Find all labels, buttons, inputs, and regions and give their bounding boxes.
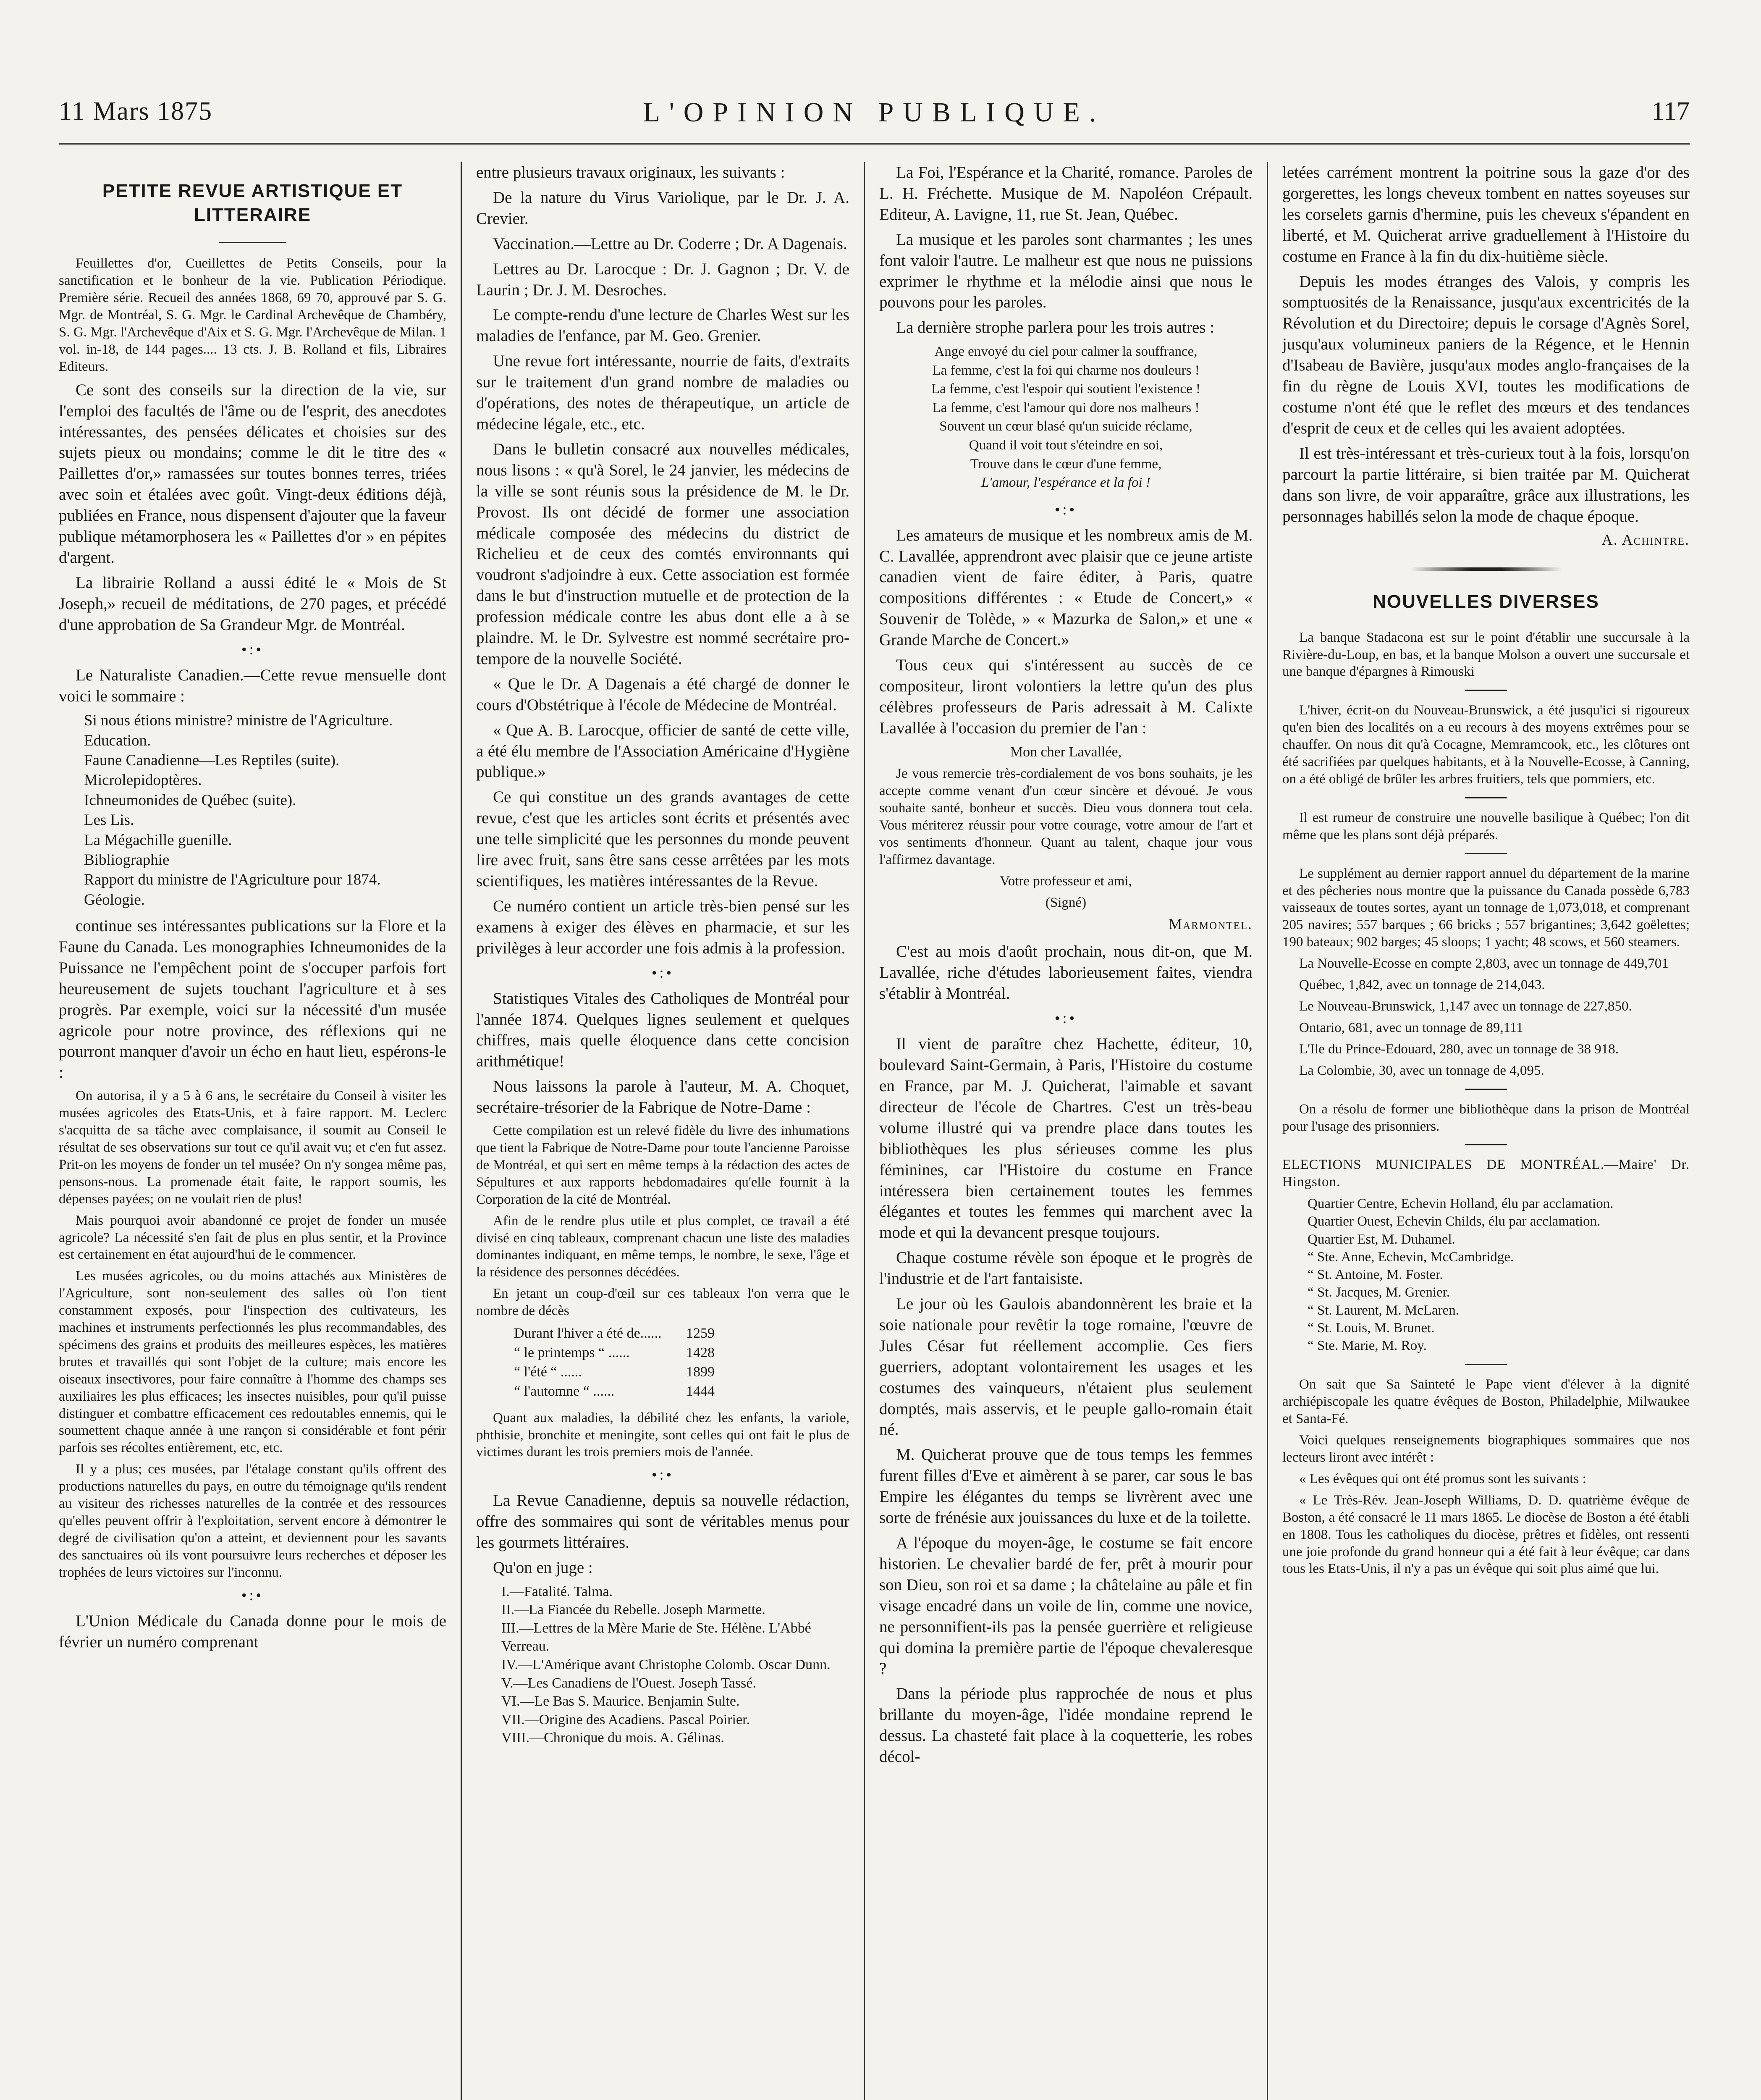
- column-1: [59, 162, 462, 2100]
- verse-line: L'amour, l'espérance et la foi !: [981, 475, 1150, 491]
- item-separator: [1465, 1364, 1507, 1365]
- list-item: III.—Lettres de la Mère Marie de Ste. Hélène. L'Abbé Verreau.: [501, 1620, 811, 1654]
- book-notice: [59, 255, 446, 375]
- revue-canadienne-sommaire: [501, 1583, 849, 1747]
- letter-signature: Marmontel.: [1169, 916, 1253, 933]
- item-separator: [1465, 797, 1507, 798]
- heading-rule: [219, 242, 286, 243]
- list-item: I.—Fatalité. Talma.: [501, 1583, 613, 1599]
- list-item: II.—La Fiancée du Rebelle. Joseph Marmette.: [501, 1602, 765, 1618]
- paragraph: Une revue fort intéressante, nourrie de faits, d'extraits sur le traitement d'un grand nombre de maladies ou d'opérations, des notes de thérapeutique, un article de médecine légale, etc., etc.: [476, 352, 849, 433]
- paragraph: Statistiques Vitales des Catholiques de Montréal pour l'année 1874. Quelques lignes seulement et quelques chiffres, mais quelle éloquence dans cette concision arithmétique!: [476, 989, 849, 1071]
- divider-bar: [1410, 567, 1562, 571]
- paragraph: A l'époque du moyen-âge, le costume se fait encore historien. Le chevalier bardé de fer, prêt à mourir pour son Dieu, son roi et sa dame ; la châtelaine au pâle et fin visage encadré dans un voile de lin, comme une novice, ne personnifient-ils pas la pensée guerrière et religieuse qui domina la première partie de l'époque chevaleresque ?: [879, 1534, 1253, 1678]
- paragraph: De la nature du Virus Variolique, par le Dr. J. A. Crevier.: [476, 188, 849, 228]
- list-item: Rapport du ministre de l'Agriculture pour 1874.: [84, 871, 381, 889]
- table-row: [514, 1362, 849, 1382]
- paragraph: Le jour où les Gaulois abandonnèrent les braie et la soie nationale pour revêtir la toge romaine, l'œuvre de Jules César fut réellement accomplie. Ces fiers guerriers, adoptant volontairement les usages et les costumes des vainqueurs, n'étaient plus seulement domptés, mais asservis, et le peuple gallo-romain était né.: [879, 1295, 1253, 1439]
- paragraph: En jetant un coup-d'œil sur ces tableaux l'on verra que le nombre de décès: [476, 1286, 849, 1319]
- column-3: [865, 162, 1268, 2100]
- letter-salutation: Mon cher Lavallée,: [1010, 744, 1122, 760]
- section-separator: •:•: [1054, 1010, 1077, 1027]
- paragraph: Quant aux maladies, la débilité chez les enfants, la variole, phthisie, bronchite et meningite, sont celles qui ont fait le plus de victimes durant les trois premiers mois de l'année.: [476, 1410, 849, 1460]
- news-item: L'Ile du Prince-Edouard, 280, avec un tonnage de 38 918.: [1299, 1041, 1619, 1057]
- newspaper-title: L'OPINION PUBLIQUE.: [643, 97, 1106, 128]
- table-row: [514, 1324, 849, 1343]
- list-item: Microlepidoptères.: [84, 772, 202, 789]
- verse-line: La femme, c'est l'espoir qui soutient l'existence !: [931, 381, 1200, 397]
- deaths-table: [514, 1324, 849, 1401]
- list-item: Ichneumonides de Québec (suite).: [84, 791, 296, 809]
- list-item: “ St. Jacques, M. Grenier.: [1308, 1285, 1450, 1300]
- paragraph: Chaque costume révèle son époque et le progrès de l'industrie et de l'art fantaisiste.: [879, 1249, 1253, 1288]
- paragraph: Cette compilation est un relevé fidèle du livre des inhumations que tient la Fabrique de Notre-Dame pour toute l'ancienne Paroisse de Montréal, et qui sert en même temps à la rédaction des actes de Sépultures et aux rapports hebdomadaires qu'elle fournit à la Corporation de la cité de Montréal.: [476, 1123, 849, 1207]
- news-item: Le supplément au dernier rapport annuel du département de la marine et des pêcheries nous montre que la puissance du Canada possède 6,783 vaisseaux de toutes sortes, ayant un tonnage de 1,073,018, et comprenant 205 navires; 557 barques ; 66 bricks ; 557 brigantines; 3,642 goëlettes; 190 bateaux; 902 barges; 45 sloops; 1 yacht; 48 scows, et 560 steamers.: [1282, 866, 1690, 950]
- news-item: La Nouvelle-Ecosse en compte 2,803, avec un tonnage de 449,701: [1299, 956, 1669, 971]
- paragraph: Dans le bulletin consacré aux nouvelles médicales, nous lisons : « qu'à Sorel, le 24 janvier, les médecins de la ville se sont réunis sous la présidence de M. le Dr. Provost. Ils ont décidé de former une association médicale composée des médecins du district de Richelieu et de ceux des comtés environnants qui voudront s'adjoindre à eux. Cette association est formée dans le but d'instruction mutuelle et de protection de la profession médicale contre les abus dont elle a à se plaindre. M. le Dr. Sylvestre est nommé secrétaire pro-tempore de la nouvelle Société.: [476, 440, 849, 668]
- verse-line: La femme, c'est la foi qui charme nos douleurs !: [932, 362, 1200, 378]
- section-heading-nouvelles: NOUVELLES DIVERSES: [1373, 591, 1599, 612]
- quoted-passage: [59, 1087, 446, 1581]
- list-item: “ St. Louis, M. Brunet.: [1308, 1320, 1435, 1336]
- item-separator: [1465, 853, 1507, 854]
- paragraph: Il y a plus; ces musées, par l'étalage constant qu'ils offrent des productions naturelles du pays, en outre du témoignage qu'ils rendent au visiteur des richesses naturelles de la contrée et des ressources qu'elles peuvent offrir à l'exploitation, servent encore à démontrer le degré de civilisation qu'on a atteint, et deviennent pour les savants des sanctuaires où ils vont poursuivre leurs recherches et déposer les trophées de leurs victoires sur l'inconnu.: [59, 1462, 446, 1580]
- death-count: 1444: [686, 1383, 715, 1399]
- list-item: Géologie.: [84, 891, 145, 908]
- paragraph: La librairie Rolland a aussi édité le « Mois de St Joseph,» recueil de méditations, de 270 pages, et précédé d'une approbation de Sa Grandeur Mgr. de Montréal.: [59, 573, 446, 634]
- season-label: “ le printemps “ ......: [514, 1344, 630, 1360]
- list-item: “ St. Antoine, M. Foster.: [1308, 1267, 1443, 1283]
- table-row: [514, 1343, 849, 1362]
- news-items: [1282, 629, 1690, 1578]
- paragraph: L'Union Médicale du Canada donne pour le mois de février un numéro comprenant: [59, 1612, 446, 1651]
- poem-stanza: [879, 342, 1253, 492]
- list-item: Education.: [84, 732, 151, 749]
- news-item: On a résolu de former une bibliothèque dans la prison de Montréal pour l'usage des prisonniers.: [1282, 1101, 1690, 1134]
- death-count: 1259: [686, 1326, 715, 1341]
- paragraph: Depuis les modes étranges des Valois, y compris les somptuosités de la Renaissance, jusqu'aux excentricités de la Révolution et du Directoire; depuis le corsage d'Agnès Sorel, jusqu'aux volumineux paniers de la Régence, et le Hennin d'Isabeau de Bavière, jusqu'aux modes anglo-françaises de la fin du règne de Louis XVI, toutes les modifications de costume n'ont été que le reflet des mœurs et des tendances d'esprit de ceux et de celles qui les avaient adoptées.: [1282, 272, 1690, 437]
- news-item: Voici quelques renseignements biographiques sommaires que nos lecteurs liront avec intérêt :: [1282, 1433, 1690, 1465]
- paragraph: Les musées agricoles, ou du moins attachés aux Ministères de l'Agriculture, sont non-seulement des salles où l'on tient constamment exposés, pour l'inspection des cultivateurs, les machines et instruments perfectionnés les plus recommandables, des spécimens des grains et produits des meilleures espèces, les matières brutes et travaillés qui sont l'objet de la culture; mais encore les oiseaux insectivores, pour faire connaître à l'homme des champs ses auxiliaires les plus efficaces; les insectes nuisibles, pour qu'il puisse distinguer et combattre efficacement ces redoutables ennemis, qui le soumettent chaque année à une rançon si considérable et font périr parfois ses récoltes entièrement, etc, etc.: [59, 1268, 446, 1456]
- naturaliste-sommaire: [84, 711, 446, 910]
- list-item: “ Ste. Marie, M. Roy.: [1308, 1338, 1427, 1354]
- masthead: [59, 97, 1690, 145]
- item-separator: [1465, 1089, 1507, 1090]
- verse-line: Ange envoyé du ciel pour calmer la souffrance,: [934, 344, 1198, 360]
- paragraph: Qu'on en juge :: [493, 1559, 593, 1577]
- news-item: Québec, 1,842, avec un tonnage de 214,043.: [1299, 977, 1545, 993]
- season-label: Durant l'hiver a été de......: [514, 1326, 662, 1341]
- paragraph: Il vient de paraître chez Hachette, éditeur, 10, boulevard Saint-Germain, à Paris, l'Histoire du costume en France, par M. J. Quicherat, l'aimable et savant directeur de l'école de Chartres. C'est un très-beau volume illustré qui va prendre place dans toutes les bibliothèques les plus sérieuses comme les plus féminines, car l'Histoire du costume en France intéressera bien certainement toutes les femmes élégantes et toutes les femmes qui marchent avec la mode et qui la devancent presque toujours.: [879, 1035, 1253, 1242]
- paragraph: La dernière strophe parlera pour les trois autres :: [896, 318, 1215, 337]
- list-item: La Mégachille guenille.: [84, 831, 232, 849]
- paragraph: On autorisa, il y a 5 à 6 ans, le secrétaire du Conseil à visiter les musées agricoles des Etats-Unis, et à faire rapport. M. Leclerc s'acquitta de sa tâche avec complaisance, il soumit au Conseil le résultat de ses observations sur tout ce qu'il avait vu; et c'en fut assez. Prit-on les moyens de fonder un tel musée? On n'y songea même pas, pensons-nous. La promenade était faite, le rapport soumis, les dépenses payées; on ne voulait rien de plus!: [59, 1088, 446, 1207]
- list-item: “ Ste. Anne, Echevin, McCambridge.: [1308, 1249, 1514, 1265]
- verse-line: Trouve dans le cœur d'une femme,: [970, 456, 1162, 472]
- list-item: Quartier Est, M. Duhamel.: [1308, 1231, 1455, 1247]
- paragraph: La musique et les paroles sont charmantes ; les unes font valoir l'autre. Le malheur est que nous ne puissions exprimer le rhythme et la mélodie ainsi que nous le pouvons pour les paroles.: [879, 230, 1253, 312]
- news-item: On sait que Sa Sainteté le Pape vient d'élever à la dignité archiépiscopale les quatre évêques de Boston, Philadelphie, Milwaukee et Santa-Fé.: [1282, 1377, 1690, 1427]
- news-item: « Le Très-Rév. Jean-Joseph Williams, D. D. quatrième évêque de Boston, a été consacré le 11 mars 1865. Le diocèse de Boston a été établi en 1808. Tous les catholiques du diocèse, prêtres et fidèles, ont ressenti une joie profonde du grand honneur qui a été fait à leur évêque; car dans tous les Etats-Unis, il n'y a pas un évêque qui soit plus aimé que lui.: [1282, 1492, 1690, 1577]
- paragraph: Je vous remercie très-cordialement de vos bons souhaits, je les accepte comme venant d'un cœur sincère et dévoué. Je vous souhaite santé, bonheur et succès. Dieu vous donnera tout cela. Vous mériterez réussir pour votre courage, votre amour de l'art et vos sentiments d'honneur. Quant au talent, chaque jour vous l'affirmez davantage.: [879, 766, 1253, 867]
- section-separator: •:•: [651, 964, 674, 981]
- paragraph: Dans la période plus rapprochée de nous et plus brillante du moyen-âge, l'idée mondaine reprend le dessus. La chasteté fait place à la coquetterie, les robes décol-: [879, 1685, 1253, 1766]
- list-item: VI.—Le Bas S. Maurice. Benjamin Sulte.: [501, 1693, 740, 1709]
- paragraph: Lettres au Dr. Larocque : Dr. J. Gagnon ; Dr. V. de Laurin ; Dr. J. M. Desroches.: [476, 260, 849, 299]
- news-item: La Colombie, 30, avec un tonnage de 4,095.: [1299, 1063, 1544, 1078]
- list-item: VIII.—Chronique du mois. A. Gélinas.: [501, 1730, 724, 1746]
- death-count: 1899: [686, 1364, 715, 1380]
- ornamental-divider: [1282, 565, 1690, 573]
- section-separator: •:•: [1054, 501, 1077, 518]
- letter-signed: (Signé): [1045, 895, 1087, 910]
- list-item: “ St. Laurent, M. McLaren.: [1308, 1302, 1460, 1318]
- paragraph: Les amateurs de musique et les nombreux amis de M. C. Lavallée, apprendront avec plaisir que ce jeune artiste canadien vient de faire éditer, à Paris, quatre compositions différentes : « Etude de Concert,» « Souvenir de Tolède, » « Mazurka de Salon,» et une « Grande Marche de Concert.»: [879, 526, 1253, 649]
- paragraph: La Revue Canadienne, depuis sa nouvelle rédaction, offre des sommaires qui sont de véritables menus pour les gourmets littéraires.: [476, 1491, 849, 1552]
- paragraph: Mais pourquoi avoir abandonné ce projet de fonder un musée agricole? La nécessité s'en fait de plus en plus sentir, et la Province est certainement en état aujourd'hui de le commencer.: [59, 1213, 446, 1263]
- paragraph: continue ses intéressantes publications sur la Flore et la Faune du Canada. Les monographies Ichneumonides de la Puissance ne l'empêchent point de s'occuper parfois fort heureusement de sujets touchant l'agriculture et à ses progrès. Par exemple, voici sur la nécessité d'un musée agricole pour notre province, des réflexions qui ne pourront manquer d'avoir un écho en haut lieu, espérons-le :: [59, 917, 446, 1082]
- paragraph: C'est au mois d'août prochain, nous dit-on, que M. Lavallée, riche d'études laborieusement faites, viendra s'établir à Montréal.: [879, 942, 1253, 1003]
- list-item: Bibliographie: [84, 851, 170, 869]
- letter-closing: Votre professeur et ami,: [1000, 873, 1132, 889]
- list-item: V.—Les Canadiens de l'Ouest. Joseph Tassé.: [501, 1675, 756, 1691]
- news-item: L'hiver, écrit-on du Nouveau-Brunswick, a été jusqu'ici si rigoureux qu'en bien des localités on a eu recours à des moyens extrêmes pour se chauffer. On nous dit qu'à Cocagne, Memramcook, etc., les clôtures ont été sacrifiées par quelques habitants, et à la Nouvelle-Ecosse, à Canning, on a été obligé de brûler les arbres fruitiers, tels que pommiers, etc.: [1282, 703, 1690, 787]
- letter: [879, 765, 1253, 911]
- paragraph: « Que A. B. Larocque, officier de santé de cette ville, a été élu membre de l'Association Américaine d'Hygiène publique.»: [476, 721, 849, 781]
- news-item: Il est rumeur de construire une nouvelle basilique à Québec; l'on dit même que les plans sont déjà préparés.: [1282, 810, 1690, 843]
- article-signature: A. Achintre.: [1601, 531, 1690, 549]
- season-label: “ l'été “ ......: [514, 1364, 582, 1380]
- columns: [59, 162, 1690, 2100]
- section-heading-revue: PETITE REVUE ARTISTIQUE ET LITTERAIRE: [102, 181, 403, 226]
- item-separator: [1465, 690, 1507, 691]
- paragraph: Tous ceux qui s'intéressent au succès de ce compositeur, liront volontiers la lettre qu'un des plus célèbres professeurs de Paris adressait à M. Calixte Lavallée à l'occasion du premier de l'an :: [879, 656, 1253, 737]
- news-item: La banque Stadacona est sur le point d'établir une succursale à la Rivière-du-Loup, en bas, et la banque Molson a ouvert une succursale et une banque d'épargnes à Rimouski: [1282, 630, 1690, 680]
- paragraph: Le compte-rendu d'une lecture de Charles West sur les maladies de l'enfance, par M. Geo. Grenier.: [476, 306, 849, 345]
- quoted-passage: [476, 1410, 849, 1461]
- item-separator: [1465, 1144, 1507, 1145]
- section-separator: •:•: [241, 1586, 264, 1604]
- list-item: Les Lis.: [84, 811, 134, 829]
- elections-list: [1308, 1195, 1690, 1354]
- table-row: [514, 1382, 849, 1401]
- paragraph: Afin de le rendre plus utile et plus complet, ce travail a été divisé en cinq tableaux, comprenant chacun une liste des maladies dominantes indiquant, en même temps, le nombre, le sexe, l'âge et la résidence des personnes décédées.: [476, 1213, 849, 1280]
- paragraph: « Que le Dr. A Dagenais a été chargé de donner le cours d'Obstétrique à l'école de Médecine de Montréal.: [476, 675, 849, 714]
- section-separator: •:•: [651, 1466, 674, 1483]
- verse-line: La femme, c'est l'amour qui dore nos malheurs !: [932, 400, 1200, 415]
- paragraph: Le Naturaliste Canadien.—Cette revue mensuelle dont voici le sommaire :: [59, 666, 446, 705]
- list-item: Quartier Ouest, Echevin Childs, élu par acclamation.: [1308, 1214, 1601, 1229]
- elections-heading: ELECTIONS MUNICIPALES DE MONTRÉAL.—Maire' Dr. Hingston.: [1282, 1157, 1690, 1190]
- page-number: 117: [1651, 97, 1690, 126]
- verse-line: Quand il voit tout s'éteindre en soi,: [969, 437, 1163, 453]
- news-item: « Les évêques qui ont été promus sont les suivants :: [1299, 1471, 1586, 1486]
- paragraph: letées carrément montrent la poitrine sous la gaze d'or des gorgerettes, les longs cheveux tombent en nattes soyeuses sur les corselets garnis d'hermine, puis les cheveux s'épandent en liberté, et M. Quicherat arrive graduellement à l'Histoire du costume en France à la fin du dix-huitième siècle.: [1282, 163, 1690, 265]
- quoted-passage: [476, 1122, 849, 1320]
- column-4: [1268, 162, 1690, 2100]
- paragraph: La Foi, l'Espérance et la Charité, romance. Paroles de L. H. Fréchette. Musique de M. Napoléon Crépault. Editeur, A. Lavigne, 11, rue St. Jean, Québec.: [879, 163, 1253, 223]
- verse-line: Souvent un cœur blasé qu'un suicide réclame,: [939, 419, 1192, 434]
- paragraph: M. Quicherat prouve que de tous temps les femmes furent filles d'Eve et aimèrent à se parer, car sous le bas Empire les élégantes du temps se livrèrent avec une sorte de frénésie aux jouissances du luxe et de la toilette.: [879, 1446, 1253, 1527]
- paragraph: Il est très-intéressant et très-curieux tout à la fois, lorsqu'on parcourt la partie littéraire, si bien traitée par M. Quicherat dans son livre, de voir apparaître, grâce aux illustrations, les personnages habillés selon la mode de chaque époque.: [1282, 444, 1690, 525]
- news-item: Ontario, 681, avec un tonnage de 89,111: [1299, 1020, 1523, 1035]
- paragraph: Ce qui constitue un des grands avantages de cette revue, c'est que les articles sont écrits et présentés avec une telle simplicité que les personnes du monde peuvent lire avec fruit, sans être sans cesse arrêtées par les mots scientifiques, les matières intéressantes de la Revue.: [476, 788, 849, 890]
- paragraph: Ce sont des conseils sur la direction de la vie, sur l'emploi des facultés de l'âme ou de l'esprit, des anecdotes intéressantes, des pensées délicates et choisies sur des sujets pieux ou mondains; comme le dit le titre des « Paillettes d'or,» ramassées sur toutes bonnes terres, triées avec soin et étalées avec goût. Vingt-deux éditions déjà, publiées en France, nous dispensent d'ajouter que la faveur publique métamorphosera les « Paillettes d'or » en pépites d'argent.: [59, 381, 446, 567]
- paragraph: Nous laissons la parole à l'auteur, M. A. Choquet, secrétaire-trésorier de la Fabrique de Notre-Dame :: [476, 1077, 849, 1117]
- list-item: Si nous étions ministre? ministre de l'Agriculture.: [84, 712, 393, 730]
- paragraph: entre plusieurs travaux originaux, les suivants :: [476, 163, 785, 181]
- column-2: [462, 162, 865, 2100]
- list-item: IV.—L'Amérique avant Christophe Colomb. Oscar Dunn.: [501, 1657, 831, 1672]
- list-item: VII.—Origine des Acadiens. Pascal Poirier.: [501, 1712, 750, 1727]
- death-count: 1428: [686, 1344, 715, 1360]
- news-item: Le Nouveau-Brunswick, 1,147 avec un tonnage de 227,850.: [1299, 999, 1632, 1014]
- issue-date: 11 Mars 1875: [59, 97, 213, 126]
- list-item: Faune Canadienne—Les Reptiles (suite).: [84, 752, 340, 769]
- paragraph: Ce numéro contient un article très-bien pensé sur les examens à exiger des élèves en pharmacie, et sur les privilèges à leur accorder une fois admis à la profession.: [476, 897, 849, 957]
- paragraph: Vaccination.—Lettre au Dr. Coderre ; Dr. A Dagenais.: [493, 234, 847, 253]
- paragraph: Feuillettes d'or, Cueillettes de Petits Conseils, pour la sanctification et le bonheur de la vie. Publication Périodique. Première série. Recueil des années 1868, 69 70, approuvé par S. G. Mgr. de Montréal, S. G. Mgr. le Cardinal Archevêque de Chambéry, S. G. Mgr. l'Archevêque d'Aix et S. G. Mgr. l'Archevêque de Milan. 1 vol. in-18, de 144 pages.... 13 cts. J. B. Rolland et fils, Libraires Editeurs.: [59, 256, 446, 374]
- section-separator: •:•: [241, 640, 264, 658]
- season-label: “ l'automne “ ......: [514, 1383, 615, 1399]
- list-item: Quartier Centre, Echevin Holland, élu par acclamation.: [1308, 1196, 1614, 1212]
